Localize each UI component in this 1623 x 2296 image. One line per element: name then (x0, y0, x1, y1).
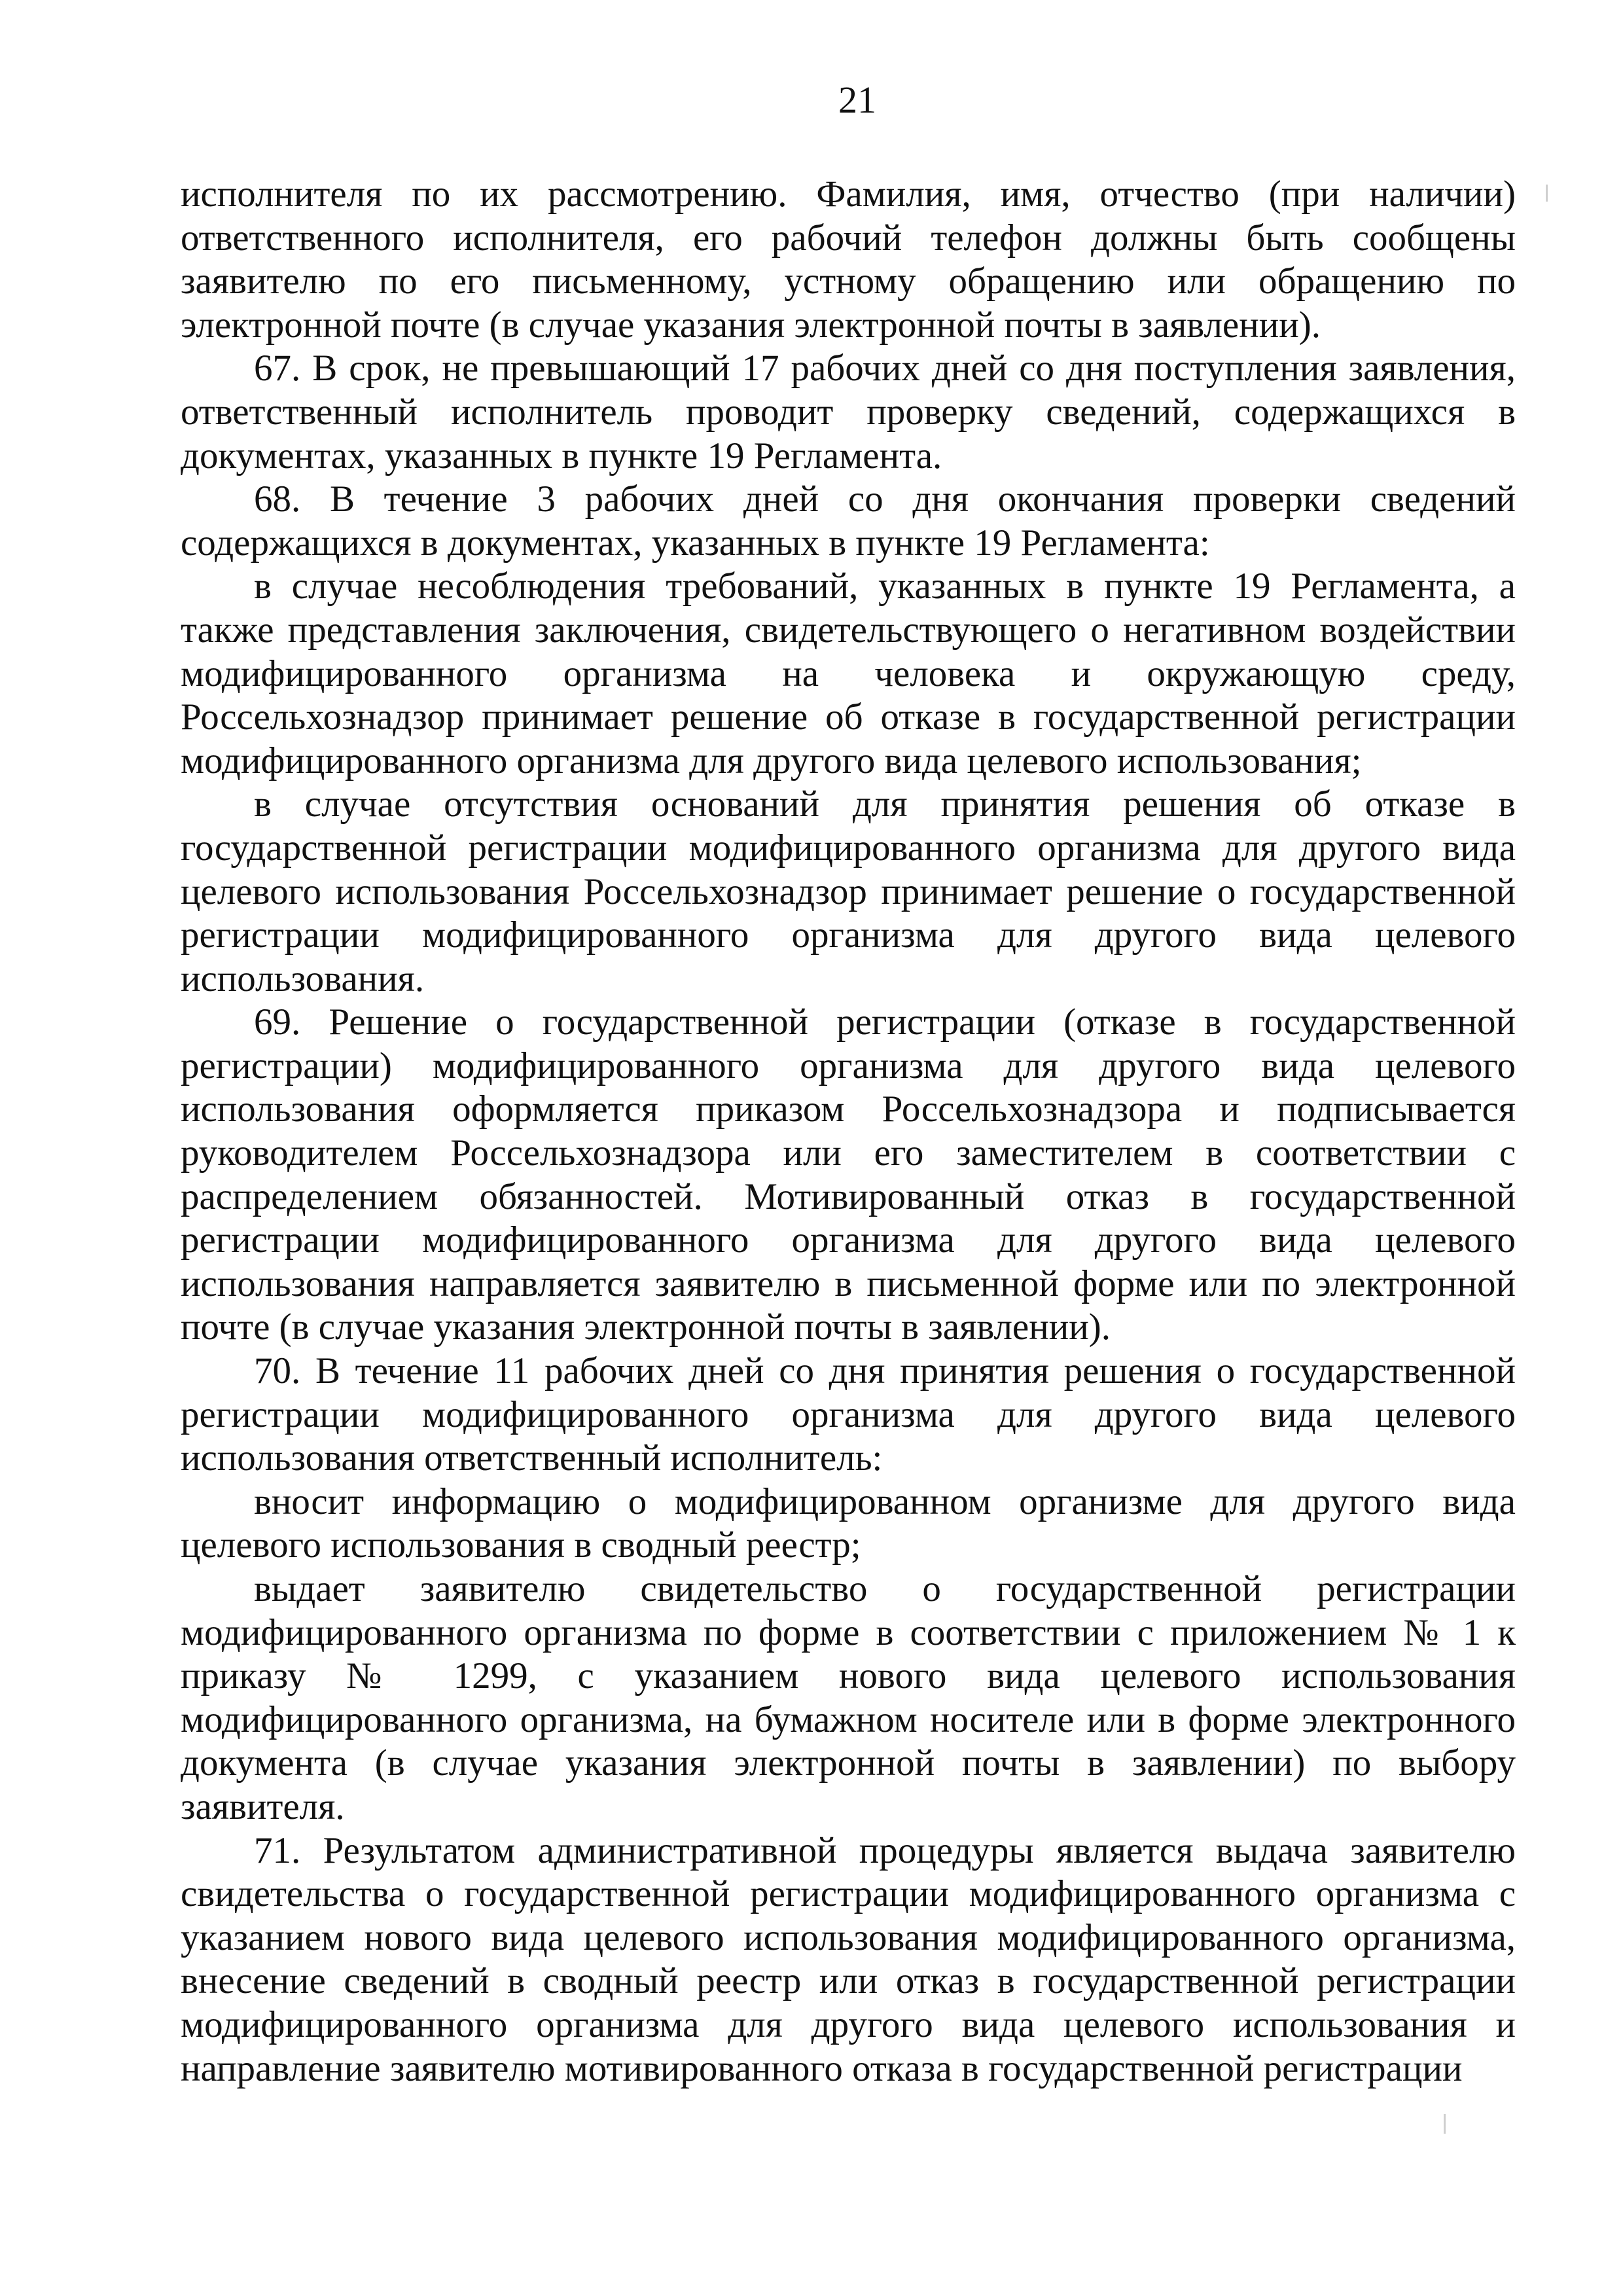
paragraph-67: 67. В срок, не превышающий 17 рабочих дней со дня поступления заявления, ответственный исполнитель проводит проверку сведений, содержащихся в документах, указанных в пункте 19 Регламента. (181, 348, 1516, 476)
paragraph-69: 69. Решение о государственной регистрации (отказе в государственной регистрации) модифицированного организма для другого вида целевого использования оформляется приказом Россельхознадзора и подписывается руководителем Россельхознадзора или его заместителем в соответствии с распределением обязанностей. Мотивированный отказ в государственной регистрации модифицированного организма для другого вида целевого использования направляется заявителю в письменной форме или по электронной почте (в случае указания электронной почты в заявлении). (181, 1001, 1516, 1348)
paragraph-70: 70. В течение 11 рабочих дней со дня принятия решения о государственной регистрации модифицированного организма для другого вида целевого использования ответственный исполнитель: (181, 1350, 1516, 1479)
paragraph-68: 68. В течение 3 рабочих дней со дня окончания проверки сведений содержащихся в документах, указанных в пункте 19 Регламента: (181, 478, 1516, 564)
document-body (181, 173, 1516, 2090)
scan-artifact-mark (1546, 185, 1548, 202)
paragraph-70-registry-entry: вносит информацию о модифицированном организме для другого вида целевого использования в сводный реестр; (181, 1480, 1516, 1566)
paragraph-71: 71. Результатом административной процедуры является выдача заявителю свидетельства о государственной регистрации модифицированного организма с указанием нового вида целевого использования модифицированного организма, внесение сведений в сводный реестр или отказ в государственной регистрации модифицированного организма для другого вида целевого использования и направление заявителю мотивированного отказа в государственной регистрации (181, 1829, 1516, 2089)
paragraph-68-refusal-case: в случае несоблюдения требований, указанных в пункте 19 Регламента, а также представления заключения, свидетельствующего о негативном воздействии модифицированного организма на человека и окружающую среду, Россельхознадзор принимает решение об отказе в государственной регистрации модифицированного организма для другого вида целевого использования; (181, 565, 1516, 781)
paragraph-continuation: исполнителя по их рассмотрению. Фамилия, имя, отчество (при наличии) ответственного исполнителя, его рабочий телефон должны быть сообщены заявителю по его письменному, устному обращению или обращению по электронной почте (в случае указания электронной почты в заявлении). (181, 173, 1516, 346)
paragraph-70-certificate-issue: выдает заявителю свидетельство о государственной регистрации модифицированного организма по форме в соответствии с приложением № 1 к приказу № 1299, с указанием нового вида целевого использования модифицированного организма, на бумажном носителе или в форме электронного документа (в случае указания электронной почты в заявлении) по выбору заявителя. (181, 1568, 1516, 1827)
scan-artifact-mark (1444, 2114, 1446, 2134)
paragraph-68-approval-case: в случае отсутствия оснований для принятия решения об отказе в государственной регистрации модифицированного организма для другого вида целевого использования Россельхознадзор принимает решение о государственной регистрации модифицированного организма для другого вида целевого использования. (181, 783, 1516, 999)
page-number: 21 (838, 79, 876, 121)
